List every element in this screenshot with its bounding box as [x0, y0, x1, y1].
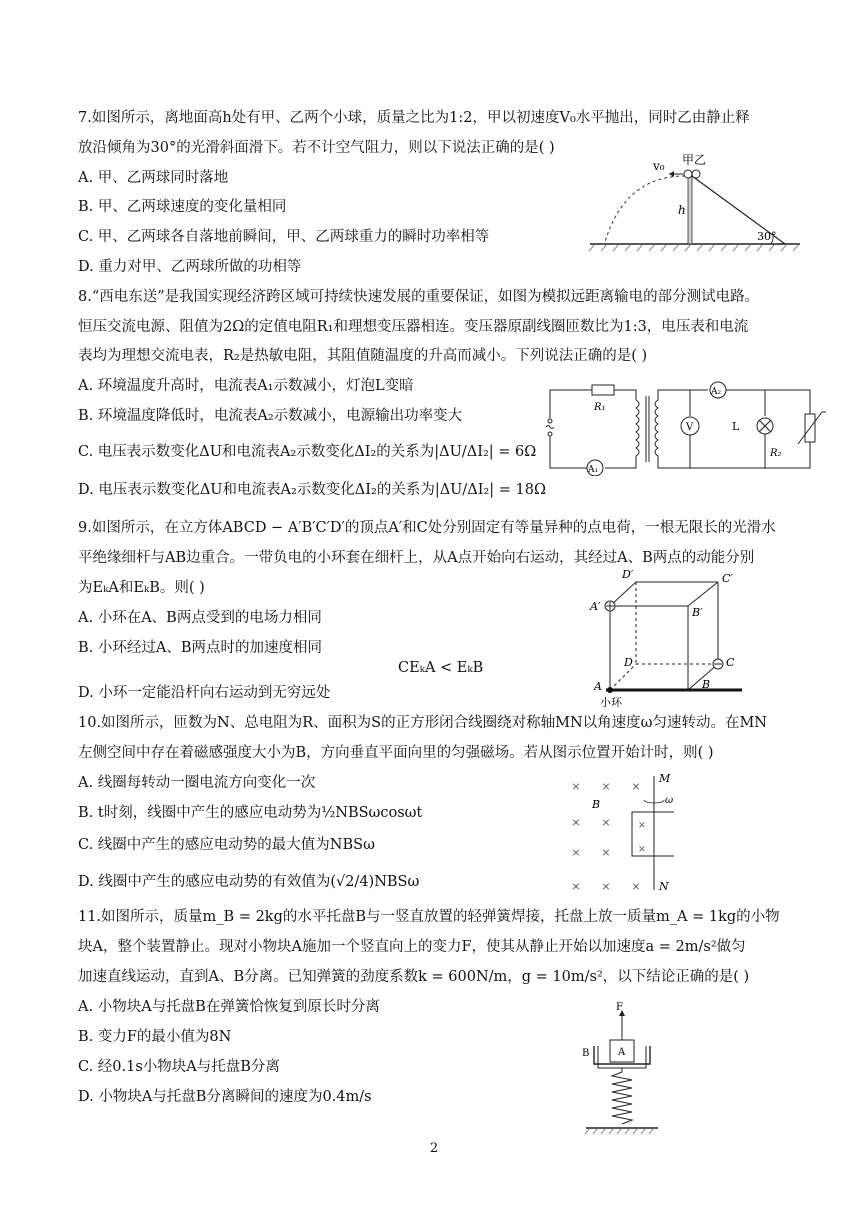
q8-option-d: D. 电压表示数变化ΔU和电流表A₂示数变化ΔI₂的关系为|ΔU/ΔI₂| = 18Ω — [78, 482, 547, 498]
svg-text:×: × — [631, 780, 641, 793]
q10-option-c: C. 线圈中产生的感应电动势的最大值为NBSω — [78, 837, 375, 853]
label-jia-yi: 甲乙 — [682, 153, 707, 167]
svg-text:×: × — [637, 820, 647, 831]
q9-option-a: A. 小环在A、B两点受到的电场力相同 — [78, 610, 322, 626]
q11-spring-figure — [576, 1000, 666, 1140]
label-h: h — [678, 203, 686, 217]
q10-stem-line-1: 10.如图所示，匝数为N、总电阻为R、面积为S的正方形闭合线圈绕对称轴MN以角速度ω匀速转动。在MN — [78, 715, 767, 731]
q11-option-b: B. 变力F的最小值为8N — [78, 1029, 232, 1045]
q7-option-d: D. 重力对甲、乙两球所做的功相等 — [78, 259, 302, 275]
q9-stem-line-2: 平绝缘细杆与AB边重合。一带负电的小环套在细杆上，从A点开始向右运动，其经过A、B两点的动能分别 — [78, 550, 755, 566]
label-b: B — [702, 678, 711, 691]
label-ring: 小环 — [600, 696, 622, 708]
q7-option-c: C. 甲、乙两球各自落地前瞬间，甲、乙两球重力的瞬时功率相等 — [78, 229, 490, 245]
q7-option-a: A. 甲、乙两球同时落地 — [78, 170, 229, 186]
q10-stem-line-2: 左侧空间中存在着磁感强度大小为B，方向垂直平面向里的匀强磁场。若从图示位置开始计时，则( ) — [78, 745, 714, 761]
q9-stem-line-1: 9.如图所示，在立方体ABCD − A′B′C′D′的顶点A′和C处分别固定有等量异种的点电荷，一根无限长的光滑水 — [78, 520, 776, 536]
svg-text:×: × — [601, 880, 611, 893]
label-f: F — [616, 1002, 623, 1013]
q8-stem-line-3: 表均为理想交流电表，R₂是热敏电阻，其阻值随温度的升高而减小。下列说法正确的是( ) — [78, 348, 648, 364]
label-d: D — [624, 656, 633, 669]
label-d1: D′ — [622, 568, 634, 581]
q7-stem-line-1: 7.如图所示，离地面高h处有甲、乙两个小球，质量之比为1:2，甲以初速度V₀水平抛出，同时乙由静止释 — [78, 110, 750, 126]
label-a1: A′ — [590, 600, 601, 613]
label-n: N — [659, 880, 669, 893]
svg-text:×: × — [601, 846, 611, 859]
label-a: A — [618, 1047, 626, 1058]
q10-option-a: A. 线圈每转动一圈电流方向变化一次 — [78, 775, 316, 791]
ball-yi — [692, 170, 700, 178]
q9-stem-line-3: 为EₖA和EₖB。则( ) — [78, 580, 205, 596]
small-ring — [607, 687, 613, 693]
label-l: L — [732, 420, 740, 433]
label-omega: ω — [665, 795, 674, 806]
q7-option-b: B. 甲、乙两球速度的变化量相同 — [78, 199, 287, 215]
q9-cube-figure — [588, 566, 748, 708]
q9-option-c: CEₖA < EₖB — [398, 660, 484, 676]
label-r1: R₁ — [594, 402, 606, 413]
q11-option-c: C. 经0.1s小物块A与托盘B分离 — [78, 1059, 280, 1075]
svg-text:×: × — [601, 780, 611, 793]
q11-stem-line-1: 11.如图所示，质量m_B = 2kg的水平托盘B与一竖直放置的轻弹簧焊接，托盘上放一质量m_A = 1kg的小物 — [78, 909, 780, 925]
q8-stem-line-1: 8.“西电东送”是我国实现经济跨区域可持续快速发展的重要保证，如图为模拟远距离输电的部分测试电路。 — [78, 289, 760, 305]
label-v: V — [686, 422, 694, 433]
q7-projectile-figure — [585, 146, 805, 254]
ball-jia — [684, 170, 692, 178]
svg-text:×: × — [571, 880, 581, 893]
svg-text:×: × — [571, 780, 581, 793]
label-a1: A₁ — [588, 465, 599, 475]
q10-coil-figure — [564, 772, 674, 894]
label-c: C — [726, 656, 735, 669]
svg-text:×: × — [571, 816, 581, 829]
svg-text:×: × — [631, 880, 641, 893]
q8-circuit-figure — [540, 378, 836, 476]
svg-text:×: × — [571, 846, 581, 859]
svg-text:×: × — [637, 844, 647, 855]
label-b: B — [592, 798, 601, 811]
q8-option-c: C. 电压表示数变化ΔU和电流表A₂示数变化ΔI₂的关系为|ΔU/ΔI₂| = 6Ω — [78, 444, 537, 460]
label-r2: R₂ — [770, 448, 782, 459]
q8-option-b: B. 环境温度降低时，电流表A₂示数减小，电源输出功率变大 — [78, 408, 463, 424]
label-b1: B′ — [692, 606, 703, 619]
q11-option-d: D. 小物块A与托盘B分离瞬间的速度为0.4m/s — [78, 1089, 372, 1105]
label-a2: A₂ — [711, 387, 722, 397]
q9-option-b: B. 小环经过A、B两点时的加速度相同 — [78, 640, 322, 656]
q7-stem-line-2: 放沿倾角为30°的光滑斜面滑下。若不计空气阻力，则以下说法正确的是( ) — [78, 140, 555, 156]
q8-stem-line-2: 恒压交流电源、阻值为2Ω的定值电阻R₁和理想变压器相连。变压器原副线圈匝数比为1:3，电压表和电流 — [78, 319, 749, 335]
q11-stem-line-2: 块A，整个装置静止。现对小物块A施加一个竖直向上的变力F，使其从静止开始以加速度a = 2m/s²做匀 — [78, 939, 746, 955]
label-m: M — [659, 772, 671, 785]
q9-option-d: D. 小环一定能沿杆向右运动到无穷远处 — [78, 685, 331, 701]
q8-option-a: A. 环境温度升高时，电流表A₁示数减小，灯泡L变暗 — [78, 378, 414, 394]
label-v0: v₀ — [653, 159, 665, 173]
q10-option-b: B. t时刻，线圈中产生的感应电动势为½NBSωcosωt — [78, 805, 423, 821]
label-angle: 30° — [757, 230, 777, 243]
svg-text:×: × — [601, 816, 611, 829]
q11-stem-line-3: 加速直线运动，直到A、B分离。已知弹簧的劲度系数k = 600N/m，g = 10m/s²，以下结论正确的是( ) — [78, 969, 750, 985]
page-number: 2 — [429, 1141, 439, 1156]
label-a: A — [594, 680, 602, 693]
label-c1: C′ — [722, 572, 733, 585]
label-b: B — [582, 1048, 590, 1059]
q11-option-a: A. 小物块A与托盘B在弹簧恰恢复到原长时分离 — [78, 999, 380, 1015]
q10-option-d: D. 线圈中产生的感应电动势的有效值为(√2/4)NBSω — [78, 874, 420, 890]
